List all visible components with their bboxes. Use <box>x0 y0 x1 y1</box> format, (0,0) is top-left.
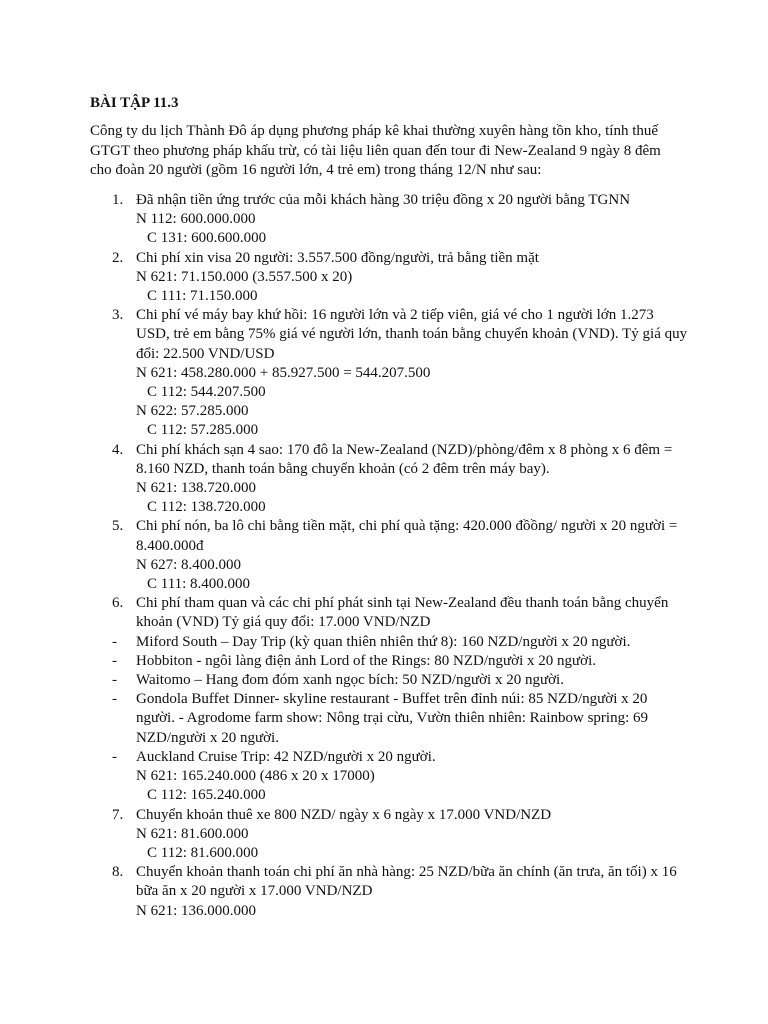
numbered-item <box>90 191 690 210</box>
debit-entry: N 112: 600.000.000 <box>136 211 256 228</box>
bullet-item <box>90 652 690 671</box>
item-text: Chuyển khoản thanh toán chi phí ăn nhà hàng: 25 NZD/bữa ăn chính (ăn trưa, ăn tối) x 16 bữa ăn x 20 người x 17.000 VND/NZD <box>136 864 677 900</box>
debit-entry: N 621: 71.150.000 (3.557.500 x 20) <box>136 268 353 285</box>
debit-entry: N 621: 136.000.000 <box>136 902 256 919</box>
credit-entry: C 112: 544.207.500 <box>147 384 266 401</box>
list-marker: - <box>112 691 117 708</box>
item-text: Chuyển khoản thuê xe 800 NZD/ ngày x 6 ngày x 17.000 VND/NZD <box>136 806 552 823</box>
credit-entry: C 131: 600.600.000 <box>147 230 267 247</box>
list-marker: - <box>112 672 117 689</box>
item-text: Auckland Cruise Trip: 42 NZD/người x 20 người. <box>136 748 436 765</box>
item-text: Đã nhận tiền ứng trước của mỗi khách hàng 30 triệu đồng x 20 người bằng TGNN <box>136 192 631 208</box>
item-text: Waitomo – Hang đom đóm xanh ngọc bích: 50 NZD/người x 20 người. <box>136 672 564 689</box>
bullet-item <box>90 690 690 748</box>
numbered-item <box>90 306 690 364</box>
debit-entry: N 621: 165.240.000 (486 x 20 x 17000) <box>136 768 375 785</box>
debit-entry: N 621: 458.280.000 + 85.927.500 = 544.207.500 <box>136 364 431 381</box>
credit-entry: C 112: 57.285.000 <box>147 422 259 439</box>
exercise-title: BÀI TẬP 11.3 <box>90 95 179 111</box>
debit-entry: N 621: 81.600.000 <box>136 825 249 842</box>
item-text: Gondola Buffet Dinner- skyline restaurant - Buffet trên đỉnh núi: 85 NZD/người x 20 người. - Agrodome farm show: Nông trại cừu, Vườn thiên nhiên: Rainbow spring: 69 NZD/người x 20 người. <box>136 691 648 746</box>
numbered-item <box>90 441 690 479</box>
intro-paragraph: Công ty du lịch Thành Đô áp dụng phương pháp kê khai thường xuyên hàng tồn kho, tính thuế GTGT theo phương pháp khấu trừ, có tài liệu liên quan đến tour đi New-Zealand 9 ngày 8 đêm cho đoàn 20 người (gồm 16 người lớn, 4 trẻ em) trong tháng 12/N như sau: <box>90 123 661 178</box>
bullet-item <box>90 671 690 690</box>
bullet-item <box>90 633 690 652</box>
credit-entry: C 111: 8.400.000 <box>147 576 251 593</box>
credit-entry: C 112: 138.720.000 <box>147 499 266 516</box>
item-text: Chi phí tham quan và các chi phí phát sinh tại New-Zealand đều thanh toán bằng chuyển khoản (VND) Tỷ giá quy đổi: 17.000 VND/NZD <box>136 595 669 631</box>
credit-entry: C 112: 81.600.000 <box>147 844 259 861</box>
item-text: Hobbiton - ngôi làng điện ảnh Lord of the Rings: 80 NZD/người x 20 người. <box>136 652 596 669</box>
exercise-list <box>90 191 690 921</box>
item-text: Chi phí nón, ba lô chi bằng tiền mặt, chi phí quà tặng: 420.000 đồồng/ người x 20 người = 8.400.000đ <box>136 518 678 554</box>
list-marker: 6. <box>112 595 124 612</box>
list-marker: 3. <box>112 307 124 324</box>
numbered-item <box>90 806 690 825</box>
bullet-item <box>90 748 690 767</box>
numbered-item <box>90 863 690 901</box>
numbered-item <box>90 594 690 632</box>
list-marker: 4. <box>112 441 124 458</box>
list-marker: - <box>112 652 117 669</box>
list-marker: 1. <box>112 192 124 208</box>
debit-entry: N 622: 57.285.000 <box>136 403 249 420</box>
list-marker: 8. <box>112 864 124 881</box>
list-marker: 7. <box>112 806 124 823</box>
list-marker: 2. <box>112 249 124 266</box>
debit-entry: N 627: 8.400.000 <box>136 556 241 573</box>
numbered-item <box>90 249 690 268</box>
list-marker: 5. <box>112 518 124 535</box>
item-text: Chi phí vé máy bay khứ hồi: 16 người lớn và 2 tiếp viên, giá vé cho 1 người lớn 1.273 USD, trẻ em bằng 75% giá vé người lớn, thanh toán bằng chuyển khoản (VND). Tỷ giá quy đổi: 22.500 VND/USD <box>136 307 688 362</box>
item-text: Miford South – Day Trip (kỳ quan thiên nhiên thứ 8): 160 NZD/người x 20 người. <box>136 633 631 650</box>
list-marker: - <box>112 748 117 765</box>
item-text: Chi phí khách sạn 4 sao: 170 đô la New-Zealand (NZD)/phòng/đêm x 8 phòng x 6 đêm = 8.160 NZD, thanh toán bằng chuyển khoản (có 2 đêm trên máy bay). <box>136 441 673 477</box>
credit-entry: C 111: 71.150.000 <box>147 288 258 305</box>
item-text: Chi phí xin visa 20 người: 3.557.500 đồng/người, trả bằng tiền mặt <box>136 249 539 266</box>
credit-entry: C 112: 165.240.000 <box>147 787 266 804</box>
numbered-item <box>90 517 690 555</box>
list-marker: - <box>112 633 117 650</box>
debit-entry: N 621: 138.720.000 <box>136 480 256 497</box>
